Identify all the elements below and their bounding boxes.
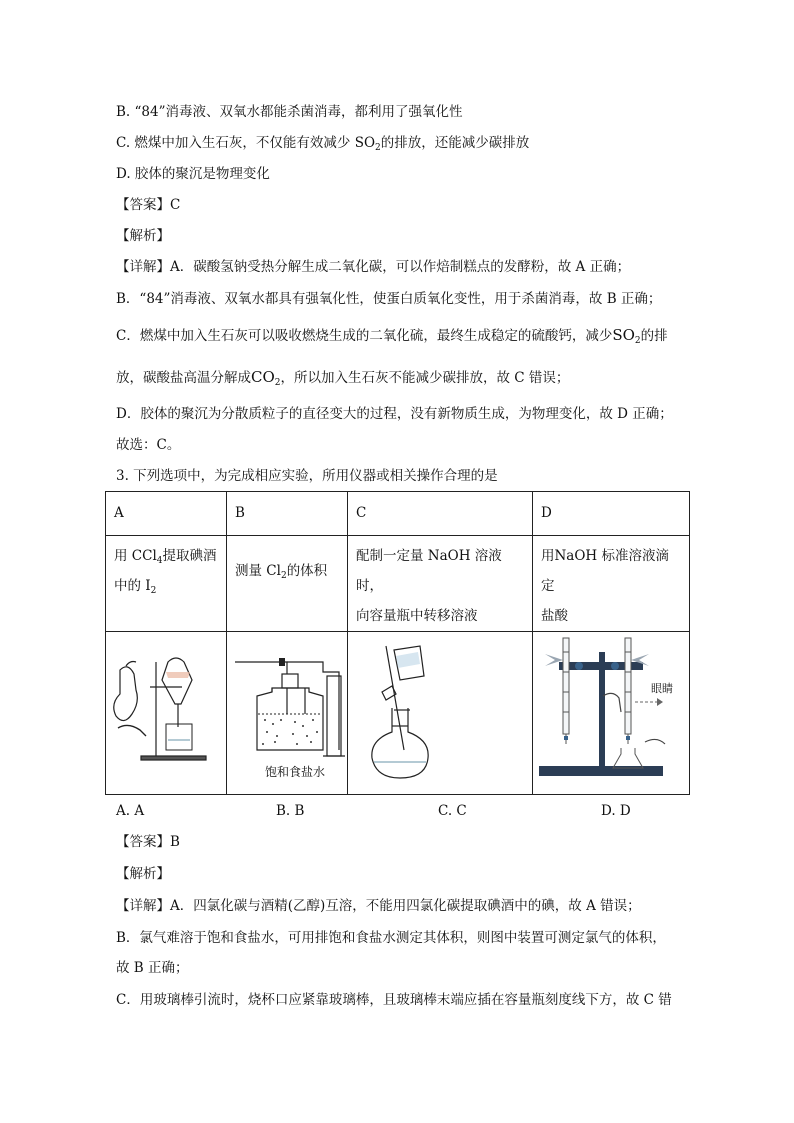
desc-b: 测量 $Cl_2$的体积 (227, 536, 348, 632)
saturated-brine-label: 饱和食盐水 (265, 765, 326, 779)
desc-c: 配制一定量 NaOH 溶液时， 向容量瓶中转移溶液 (348, 536, 533, 632)
detail-2-b-line1: B．氯气难溶于饱和食盐水，可用排饱和食盐水测定其体积，则图中装置可测定氯气的体积， (116, 930, 666, 946)
answer-choices (0, 803, 794, 823)
desc-a: 用 CCl$_4$提取碘酒 中的 $I_2$ (106, 536, 227, 632)
conclusion-1: 故选：C。 (116, 437, 181, 453)
option-d-text: D. 胶体的聚沉是物理变化 (116, 166, 270, 182)
header-a: A (106, 492, 227, 536)
detail-2-b-line2: 故 B 正确； (116, 960, 189, 976)
apparatus-c (348, 632, 533, 795)
apparatus-a (106, 632, 227, 795)
choice-a[interactable]: A. A (116, 803, 145, 819)
option-b-text: B. “84”消毒液、双氧水都能杀菌消毒，都利用了强氧化性 (116, 104, 463, 120)
header-d: D (533, 492, 690, 536)
apparatus-d (533, 632, 690, 795)
detail-1-a: 【详解】A．碳酸氢钠受热分解生成二氧化碳，可以作焙制糕点的发酵粉，故 A 正确； (116, 259, 631, 275)
analysis-1-heading: 【解析】 (116, 228, 170, 244)
option-c-text: C. 燃煤中加入生石灰，不仅能有效减少 $SO_2$的排放，还能减少碳排放 (116, 135, 530, 153)
detail-1-c-line2: 放，碳酸盐高温分解成$CO_2$，所以加入生石灰不能减少碳排放，故 C 错误； (116, 368, 570, 388)
question-3: 3. 下列选项中，为完成相应实验，所用仪器或相关操作合理的是 (116, 468, 498, 484)
detail-2-c: C．用玻璃棒引流时，烧杯口应紧靠玻璃棒，且玻璃棒末端应插在容量瓶刻度线下方，故 C 错 (116, 992, 672, 1008)
eye-label: 眼睛 (651, 682, 673, 695)
answer-2: 【答案】B (116, 834, 180, 850)
separatory-funnel-illustration (106, 632, 227, 783)
volumetric-flask-illustration (348, 632, 533, 783)
detail-2-a: 【详解】A．四氯化碳与酒精(乙醇)互溶，不能用四氯化碳提取碘酒中的碘，故 A 错误； (116, 898, 641, 914)
answer-1: 【答案】C (116, 197, 181, 213)
choice-d[interactable]: D. D (601, 803, 631, 819)
desc-d: 用NaOH 标准溶液滴定 盐酸 (533, 536, 690, 632)
detail-1-d: D．胶体的聚沉为分散质粒子的直径变大的过程，没有新物质生成，为物理变化，故 D 正确； (116, 406, 673, 422)
choice-b[interactable]: B. B (276, 803, 305, 819)
analysis-2-heading: 【解析】 (116, 866, 170, 882)
gas-collection-illustration (227, 632, 348, 783)
header-c: C (348, 492, 533, 536)
detail-1-c-line1: C．燃煤中加入生石灰可以吸收燃烧生成的二氧化硫，最终生成稳定的硫酸钙，减少$SO_2$的排 (116, 326, 668, 346)
apparatus-b (227, 632, 348, 795)
options-table (105, 491, 690, 795)
titration-illustration (533, 632, 690, 783)
header-b: B (227, 492, 348, 536)
choice-c[interactable]: C. C (438, 803, 467, 819)
detail-1-b: B．“84”消毒液、双氧水都具有强氧化性，使蛋白质氧化变性，用于杀菌消毒，故 B 正确； (116, 291, 662, 307)
